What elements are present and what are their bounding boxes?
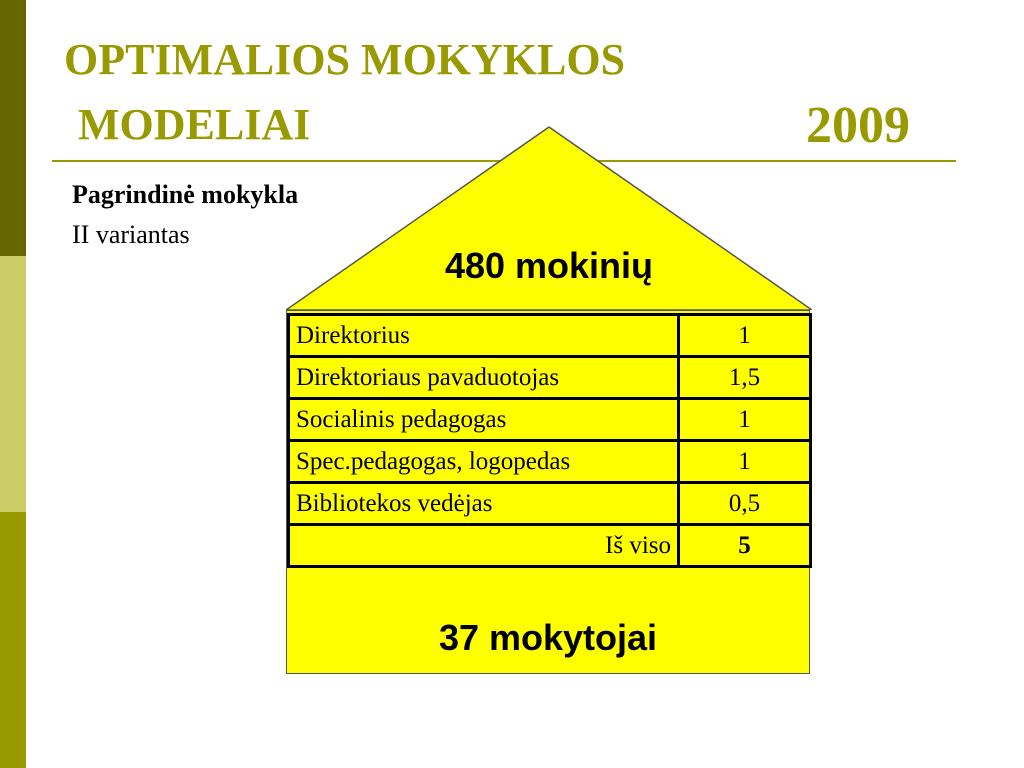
total-value: 5 [679,525,811,567]
value-cell: 1 [679,399,811,441]
year-label: 2009 [806,97,910,154]
variant-label: II variantas [72,220,190,249]
role-cell: Direktoriaus pavaduotojas [289,357,679,399]
sidebar-block-olive [0,512,26,768]
table-row [289,399,811,441]
total-row [289,525,811,567]
role-cell: Direktorius [289,315,679,357]
value-cell: 1,5 [679,357,811,399]
total-label: Iš viso [289,525,679,567]
table-row [289,483,811,525]
staff-table [287,313,812,568]
sidebar-block-dark [0,0,26,256]
teachers-count: 37 mokytojai [438,617,658,658]
slide-title-line2: MODELIAI [78,100,311,149]
value-cell: 1 [679,441,811,483]
slide-title-line1: OPTIMALIOS MOKYKLOS [64,35,626,84]
role-cell: Socialinis pedagogas [289,399,679,441]
role-cell: Bibliotekos vedėjas [289,483,679,525]
sidebar-block-light [0,256,26,512]
table-row [289,315,811,357]
school-type-label: Pagrindinė mokykla [72,180,299,209]
table-row [289,441,811,483]
role-cell: Spec.pedagogas, logopedas [289,441,679,483]
table-row [289,357,811,399]
value-cell: 1 [679,315,811,357]
sidebar-stripe [0,0,26,768]
students-count: 480 mokinių [444,245,654,286]
value-cell: 0,5 [679,483,811,525]
